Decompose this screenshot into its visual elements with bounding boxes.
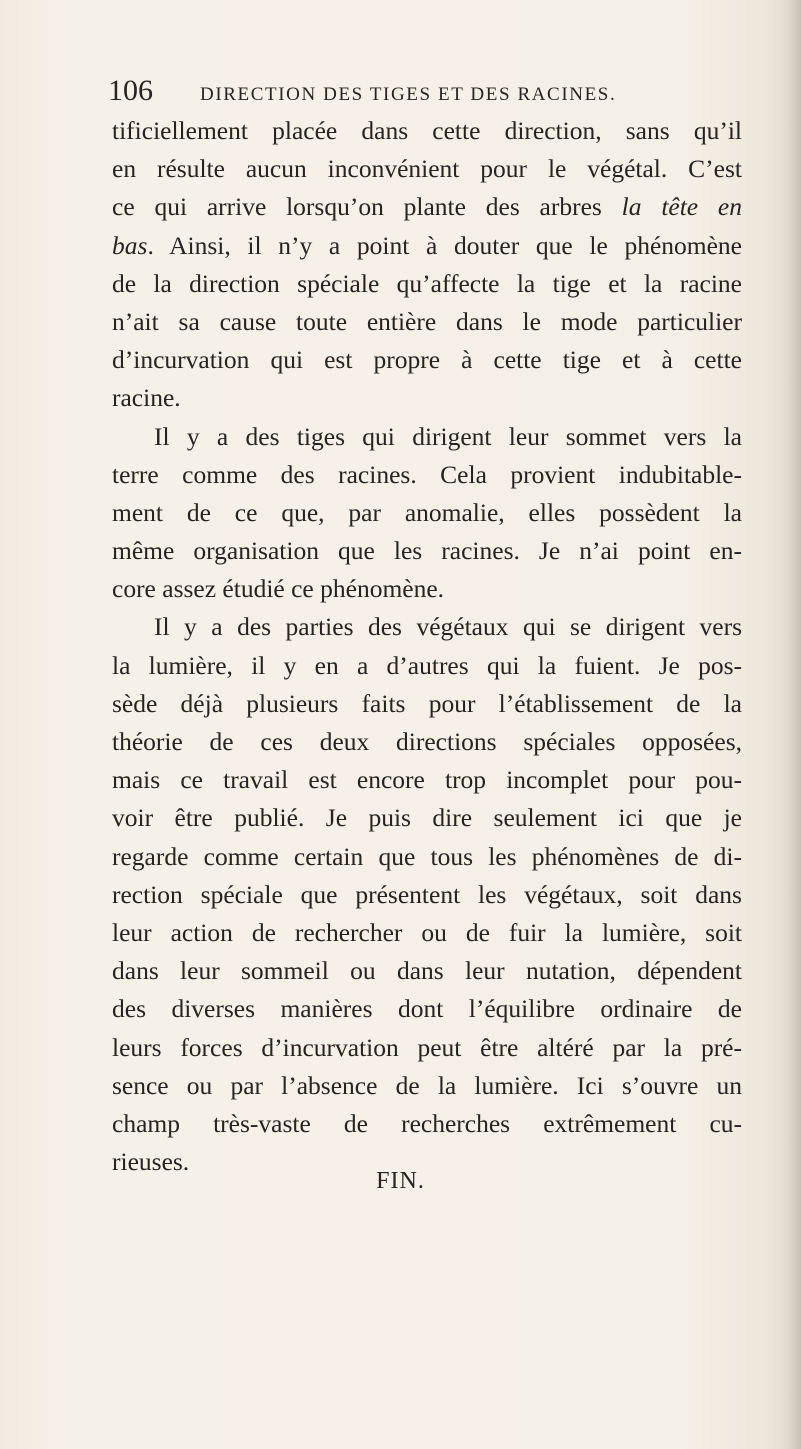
text-line: voir être publié. Je puis dire seulement ici que je	[112, 803, 742, 833]
text-line: ment de ce que, par anomalie, elles possèdent la	[112, 497, 742, 527]
page-edge-shadow	[787, 0, 801, 1449]
page-header	[108, 74, 668, 114]
text-line: sence ou par l’absence de la lumière. Ici s’ouvre un	[112, 1070, 742, 1100]
text-line: de la direction spéciale qu’affecte la tige et la racine	[112, 268, 742, 298]
text-line: la lumière, il y en a d’autres qui la fuient. Je pos-	[112, 650, 742, 680]
text-line: core assez étudié ce phénomène.	[112, 574, 445, 604]
text-line: mais ce travail est encore trop incomplet pour pou-	[112, 765, 742, 795]
text-line: en résulte aucun inconvénient pour le végétal. C’est	[112, 154, 742, 184]
text-line: bas. Ainsi, il n’y a point à douter que le phénomène	[112, 230, 742, 260]
text-line: regarde comme certain que tous les phénomènes de di-	[112, 841, 742, 871]
text-line: théorie de ces deux directions spéciales opposées,	[112, 727, 742, 756]
text-line: racine.	[112, 383, 181, 413]
text-line: d’incurvation qui est propre à cette tige et à cette	[112, 345, 742, 375]
text-line: des diverses manières dont l’équilibre ordinaire de	[112, 994, 742, 1024]
text-line: tificiellement placée dans cette direction, sans qu’il	[112, 116, 742, 145]
text-line: même organisation que les racines. Je n’ai point en-	[112, 536, 742, 566]
end-mark: FIN.	[376, 1168, 425, 1194]
text-line: leur action de rechercher ou de fuir la lumière, soit	[112, 917, 742, 947]
text-line: n’ait sa cause toute entière dans le mode particulier	[112, 306, 742, 336]
body-text	[112, 112, 742, 1181]
text-line: Il y a des tiges qui dirigent leur sommet vers la	[154, 421, 742, 451]
text-line: terre comme des racines. Cela provient indubitable-	[112, 459, 742, 489]
page-number: 106	[108, 74, 153, 107]
text-line: ce qui arrive lorsqu’on plante des arbres la tête en	[112, 192, 742, 222]
text-line: rieuses.	[112, 1147, 190, 1177]
text-line: rection spéciale que présentent les végétaux, soit dans	[112, 879, 742, 909]
text-line: leurs forces d’incurvation peut être altéré par la pré-	[112, 1032, 742, 1062]
running-title: DIRECTION DES TIGES ET DES RACINES.	[200, 84, 617, 105]
text-line: champ très-vaste de recherches extrêmement cu-	[112, 1108, 742, 1138]
text-line: Il y a des parties des végétaux qui se dirigent vers	[154, 612, 742, 642]
text-line: dans leur sommeil ou dans leur nutation, dépendent	[112, 956, 742, 986]
text-line: sède déjà plusieurs faits pour l’établissement de la	[112, 688, 742, 718]
